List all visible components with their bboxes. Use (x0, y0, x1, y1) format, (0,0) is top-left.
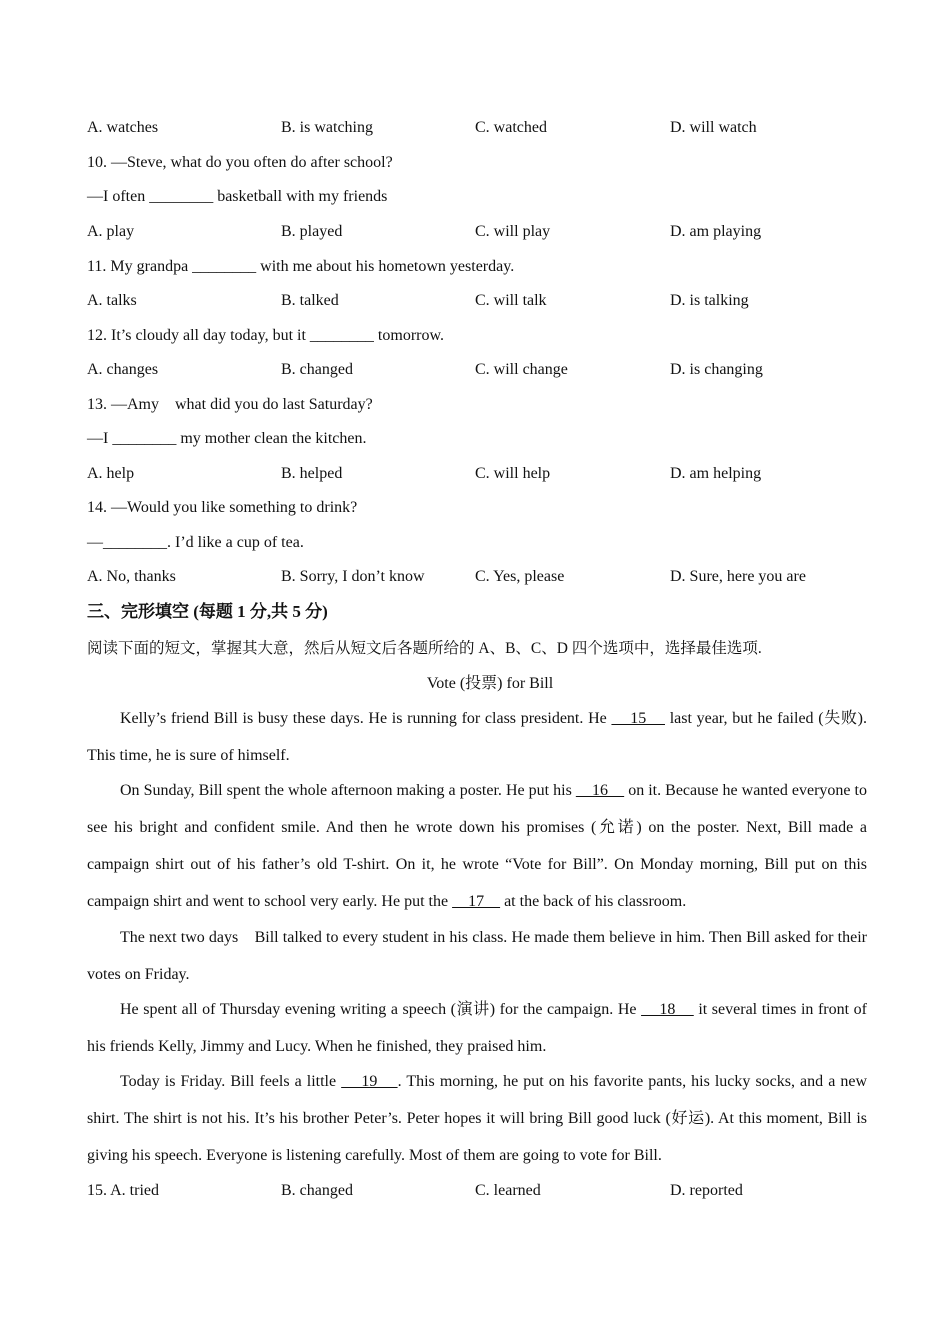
q10-stem: 10. —Steve, what do you often do after school? (87, 154, 393, 171)
q14-stem: 14. —Would you like something to drink? (87, 499, 358, 516)
q12-option-a[interactable]: A. changes (87, 361, 159, 378)
q10-option-a[interactable]: A. play (87, 223, 135, 240)
q10-option-b[interactable]: B. played (281, 223, 343, 240)
q9-option-d[interactable]: D. will watch (670, 119, 757, 136)
q14-option-d[interactable]: D. Sure, here you are (670, 568, 806, 585)
q11-option-a[interactable]: A. talks (87, 292, 137, 309)
passage-paragraph-4: He spent all of Thursday evening writing a speech (演讲) for the campaign. He 18 it several times in front of his friends Kelly, Jimmy and Lucy. When he finished, they praised him. (87, 1001, 867, 1055)
blank-18[interactable]: 18 (641, 1001, 694, 1018)
passage-paragraph-2: On Sunday, Bill spent the whole afternoon making a poster. He put his 16 on it. Because he wanted everyone to see his bright and confident smile. And then he wrote down his promises (允诺) on the poster. Next, Bill made a campaign shirt out of his father’s old T-shirt. On it, he wrote “Vote for Bill”. On Monday morning, Bill put on this campaign shirt and went to school very early. He put the 17 at the back of his classroom. (87, 782, 868, 910)
q10-answer-line: —I often ________ basketball with my friends (87, 188, 388, 205)
q10-option-d[interactable]: D. am playing (670, 223, 762, 240)
q12-options (87, 360, 867, 380)
blank-16[interactable]: 16 (575, 782, 625, 799)
q12-option-c[interactable]: C. will change (475, 361, 568, 378)
q13-options (87, 464, 867, 484)
q14-option-b[interactable]: B. Sorry, I don’t know (281, 568, 425, 585)
q15-option-a[interactable]: 15. A. tried (87, 1182, 159, 1199)
q12-option-b[interactable]: B. changed (281, 361, 353, 378)
q13-option-a[interactable]: A. help (87, 465, 135, 482)
q10-options (87, 222, 867, 242)
q15-options (87, 1181, 867, 1201)
q15-option-c[interactable]: C. learned (475, 1182, 541, 1199)
section3-instruction: 阅读下面的短文，掌握其大意，然后从短文后各题所给的 A、B、C、D 四个选项中，选择最佳选项. (87, 640, 762, 657)
q13-answer-line: —I ________ my mother clean the kitchen. (87, 430, 367, 447)
q11-stem: 11. My grandpa ________ with me about his hometown yesterday. (87, 258, 515, 275)
q11-options (87, 291, 867, 311)
q13-stem: 13. —Amy what did you do last Saturday? (87, 396, 373, 413)
section3-heading: 三、完形填空 (每题 1 分,共 5 分) (87, 602, 328, 621)
q13-option-c[interactable]: C. will help (475, 465, 551, 482)
passage-paragraph-3: The next two days Bill talked to every student in his class. He made them believe in him. Then Bill asked for their votes on Friday. (87, 929, 868, 983)
passage-paragraph-5: Today is Friday. Bill feels a little 19 . This morning, he put on his favorite pants, his lucky socks, and a new shirt. The shirt is not his. It’s his brother Peter’s. Peter hopes it will bring Bill good luck (好运). At this moment, Bill is giving his speech. Everyone is listening carefully. Most of them are going to vote for Bill. (87, 1073, 868, 1164)
q15-option-b[interactable]: B. changed (281, 1182, 353, 1199)
q14-option-a[interactable]: A. No, thanks (87, 568, 176, 585)
blank-19[interactable]: 19 (341, 1073, 398, 1090)
passage-title: Vote (投票) for Bill (426, 675, 554, 692)
passage-paragraph-1: Kelly’s friend Bill is busy these days. He is running for class president. He 15 last year, but he failed (失败). This time, he is sure of himself. (87, 710, 867, 764)
q9-option-b[interactable]: B. is watching (281, 119, 373, 136)
q13-option-d[interactable]: D. am helping (670, 465, 762, 482)
q14-options (87, 567, 867, 587)
q11-option-d[interactable]: D. is talking (670, 292, 749, 309)
q11-option-b[interactable]: B. talked (281, 292, 339, 309)
q14-option-c[interactable]: C. Yes, please (475, 568, 565, 585)
blank-15[interactable]: 15 (611, 710, 665, 727)
q11-option-c[interactable]: C. will talk (475, 292, 547, 309)
blank-17[interactable]: 17 (452, 893, 501, 910)
q9-option-a[interactable]: A. watches (87, 119, 159, 136)
q13-option-b[interactable]: B. helped (281, 465, 343, 482)
q10-option-c[interactable]: C. will play (475, 223, 551, 240)
q9-options (87, 118, 867, 138)
q9-option-c[interactable]: C. watched (475, 119, 547, 136)
q15-option-d[interactable]: D. reported (670, 1182, 743, 1199)
q14-answer-line: —________. I’d like a cup of tea. (87, 534, 304, 551)
q12-stem: 12. It’s cloudy all day today, but it ________ tomorrow. (87, 327, 444, 344)
q12-option-d[interactable]: D. is changing (670, 361, 763, 378)
